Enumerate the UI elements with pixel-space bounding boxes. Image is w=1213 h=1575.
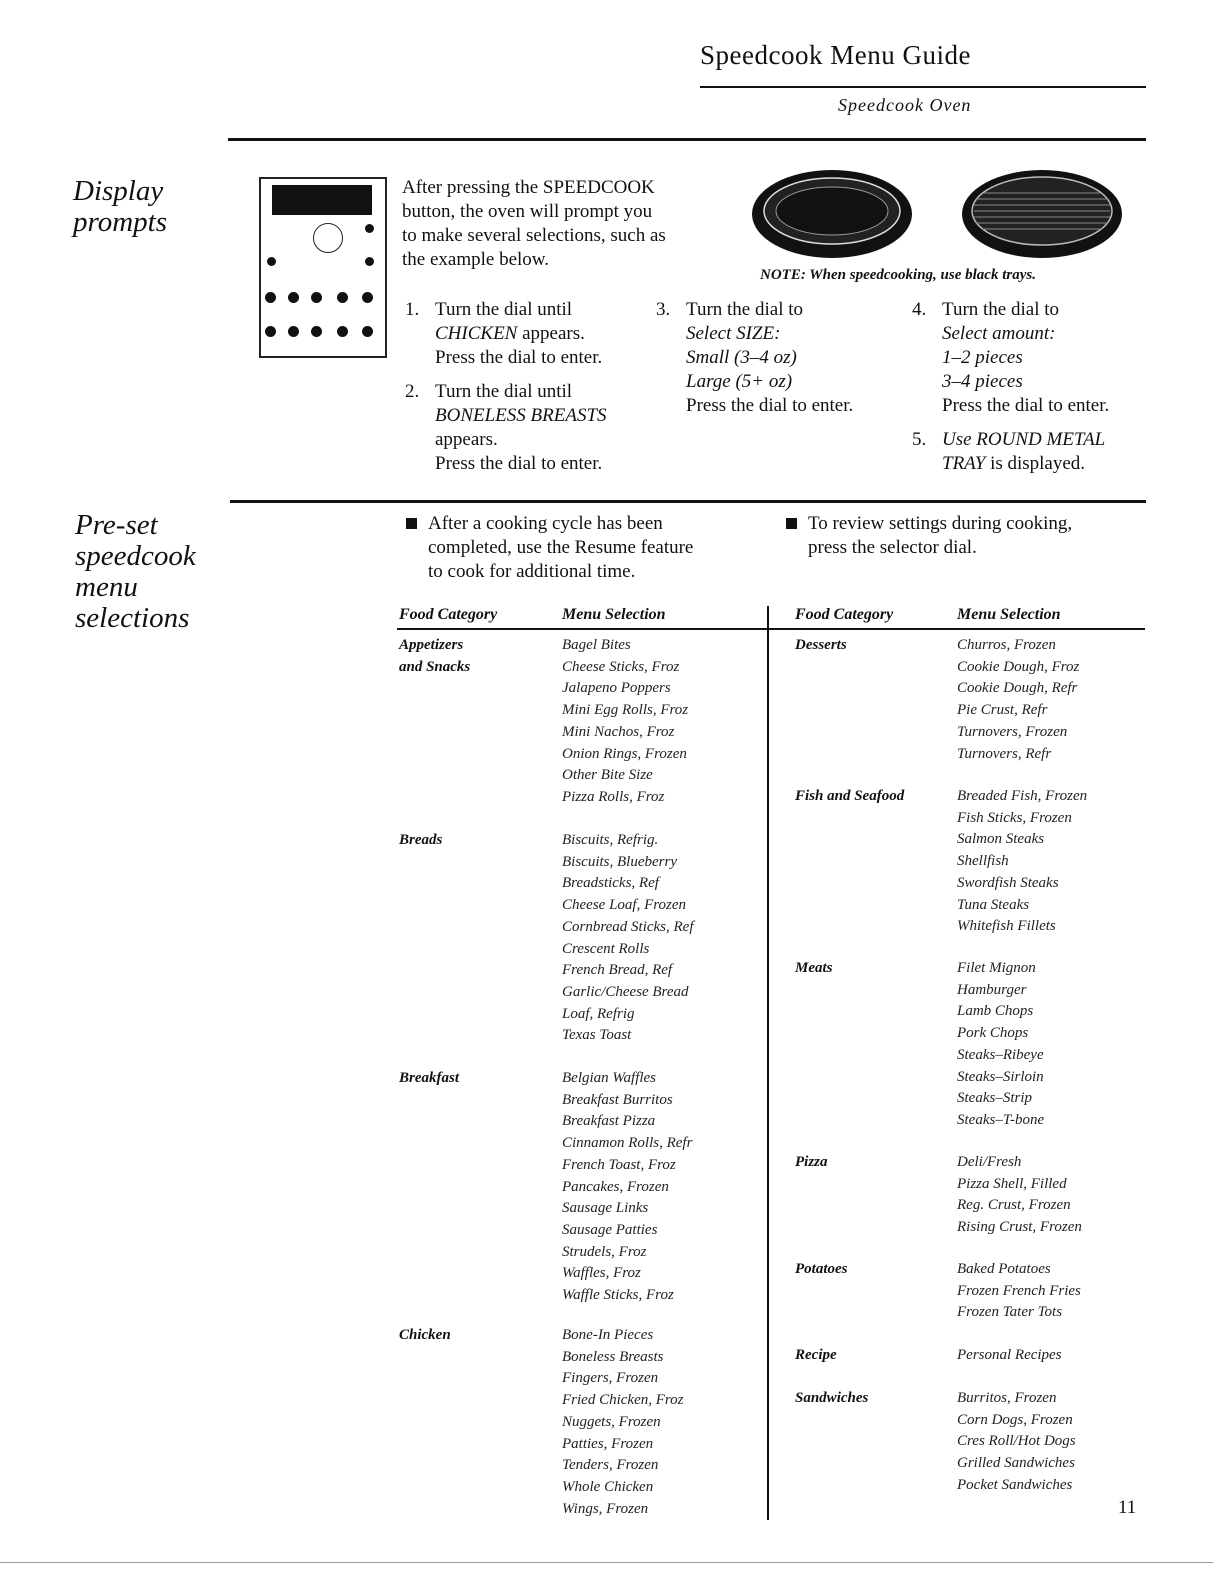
menu-list-chicken: Bone-In Pieces Boneless Breasts Fingers, Frozen Fried Chicken, Froz Nuggets, Frozen Patties, Frozen Tenders, Frozen Whole Chicken Wings, Frozen bbox=[562, 1327, 684, 1517]
panel-button-icon bbox=[288, 292, 299, 303]
category-potatoes: Potatoes bbox=[795, 1261, 848, 1277]
page-title: Speedcook Menu Guide bbox=[700, 40, 971, 70]
menu-list-meats: Filet Mignon Hamburger Lamb Chops Pork Chops Steaks–Ribeye Steaks–Sirloin Steaks–Strip Steaks–T-bone bbox=[957, 960, 1045, 1128]
category-recipe: Recipe bbox=[795, 1347, 837, 1363]
menu-list-appetizers: Bagel Bites Cheese Sticks, Froz Jalapeno Poppers Mini Egg Rolls, Froz Mini Nachos, Froz Onion Rings, Frozen Other Bite Size Pizza Rolls, Froz bbox=[562, 637, 689, 805]
category-appetizers-and-snacks: Appetizers and Snacks bbox=[399, 637, 471, 675]
section-divider-middle bbox=[230, 500, 1146, 503]
bullet-square-icon bbox=[406, 518, 417, 529]
menu-list-pizza: Deli/Fresh Pizza Shell, Filled Reg. Crust, Frozen Rising Crust, Frozen bbox=[957, 1154, 1082, 1236]
title-rule bbox=[700, 86, 1146, 88]
category-pizza: Pizza bbox=[795, 1154, 828, 1170]
page-number: 11 bbox=[1118, 1497, 1137, 1518]
bullet-square-icon bbox=[786, 518, 797, 529]
category-breads: Breads bbox=[399, 832, 443, 848]
menu-list-recipe: Personal Recipes bbox=[957, 1347, 1062, 1363]
panel-button-icon bbox=[265, 292, 276, 303]
trays-illustration bbox=[752, 168, 1152, 268]
right-food-category-header: Food Category bbox=[795, 606, 894, 623]
category-desserts: Desserts bbox=[795, 637, 847, 653]
panel-button-icon bbox=[288, 326, 299, 337]
panel-display bbox=[272, 185, 372, 215]
section-divider-top bbox=[228, 138, 1146, 141]
selector-dial-icon bbox=[313, 223, 343, 253]
right-menu-selection-header: Menu Selection bbox=[957, 606, 1061, 623]
category-fish-and-seafood: Fish and Seafood bbox=[795, 788, 905, 804]
tray-note: NOTE: When speedcooking, use black trays. bbox=[760, 267, 1036, 283]
menu-list-fish: Breaded Fish, Frozen Fish Sticks, Frozen Salmon Steaks Shellfish Swordfish Steaks Tuna Steaks Whitefish Fillets bbox=[957, 788, 1088, 935]
left-food-category-header: Food Category bbox=[399, 606, 498, 623]
page-bottom-edge bbox=[0, 1562, 1213, 1563]
panel-button-icon bbox=[365, 257, 374, 266]
panel-button-icon bbox=[265, 326, 276, 337]
panel-button-icon bbox=[362, 292, 373, 303]
preset-heading: Pre-set speedcook menu selections bbox=[75, 509, 196, 634]
menu-list-potatoes: Baked Potatoes Frozen French Fries Frozen Tater Tots bbox=[957, 1261, 1081, 1321]
menu-list-desserts: Churros, Frozen Cookie Dough, Froz Cookie Dough, Refr Pie Crust, Refr Turnovers, Frozen Turnovers, Refr bbox=[957, 637, 1080, 762]
panel-button-icon bbox=[267, 257, 276, 266]
page-subtitle: Speedcook Oven bbox=[838, 95, 972, 115]
review-bullet: To review settings during cooking, press the selector dial. bbox=[808, 513, 1073, 558]
menu-list-sandwiches: Burritos, Frozen Corn Dogs, Frozen Cres Roll/Hot Dogs Grilled Sandwiches Pocket Sandwiches bbox=[957, 1390, 1076, 1493]
category-meats: Meats bbox=[795, 960, 833, 976]
control-panel-illustration bbox=[259, 177, 387, 358]
panel-button-icon bbox=[337, 326, 348, 337]
round-tray-icon bbox=[752, 170, 912, 258]
panel-button-icon bbox=[311, 326, 322, 337]
grill-tray-icon bbox=[962, 170, 1122, 258]
category-sandwiches: Sandwiches bbox=[795, 1390, 869, 1406]
left-menu-selection-header: Menu Selection bbox=[562, 606, 666, 623]
category-chicken: Chicken bbox=[399, 1327, 451, 1343]
panel-button-icon bbox=[311, 292, 322, 303]
panel-button-icon bbox=[337, 292, 348, 303]
table-header-rule bbox=[397, 628, 1145, 630]
panel-button-icon bbox=[365, 224, 374, 233]
table-column-divider bbox=[767, 606, 769, 1520]
menu-list-breads: Biscuits, Refrig. Biscuits, Blueberry Breadsticks, Ref Cheese Loaf, Frozen Cornbread Sticks, Ref Crescent Rolls French Bread, Ref Garlic/Cheese Bread Loaf, Refrig Texas Toast bbox=[562, 832, 694, 1044]
intro-paragraph: After pressing the SPEEDCOOK button, the oven will prompt you to make several selections, such as the example below. bbox=[402, 177, 666, 270]
resume-bullet: After a cooking cycle has been completed, use the Resume feature to cook for additional time. bbox=[428, 513, 694, 582]
menu-list-breakfast: Belgian Waffles Breakfast Burritos Breakfast Pizza Cinnamon Rolls, Refr French Toast, Froz Pancakes, Frozen Sausage Links Sausage Patties Strudels, Froz Waffles, Froz Waffle Sticks, Froz bbox=[562, 1070, 693, 1304]
display-prompts-heading: Display prompts bbox=[73, 175, 167, 238]
category-breakfast: Breakfast bbox=[399, 1070, 459, 1086]
panel-button-icon bbox=[362, 326, 373, 337]
